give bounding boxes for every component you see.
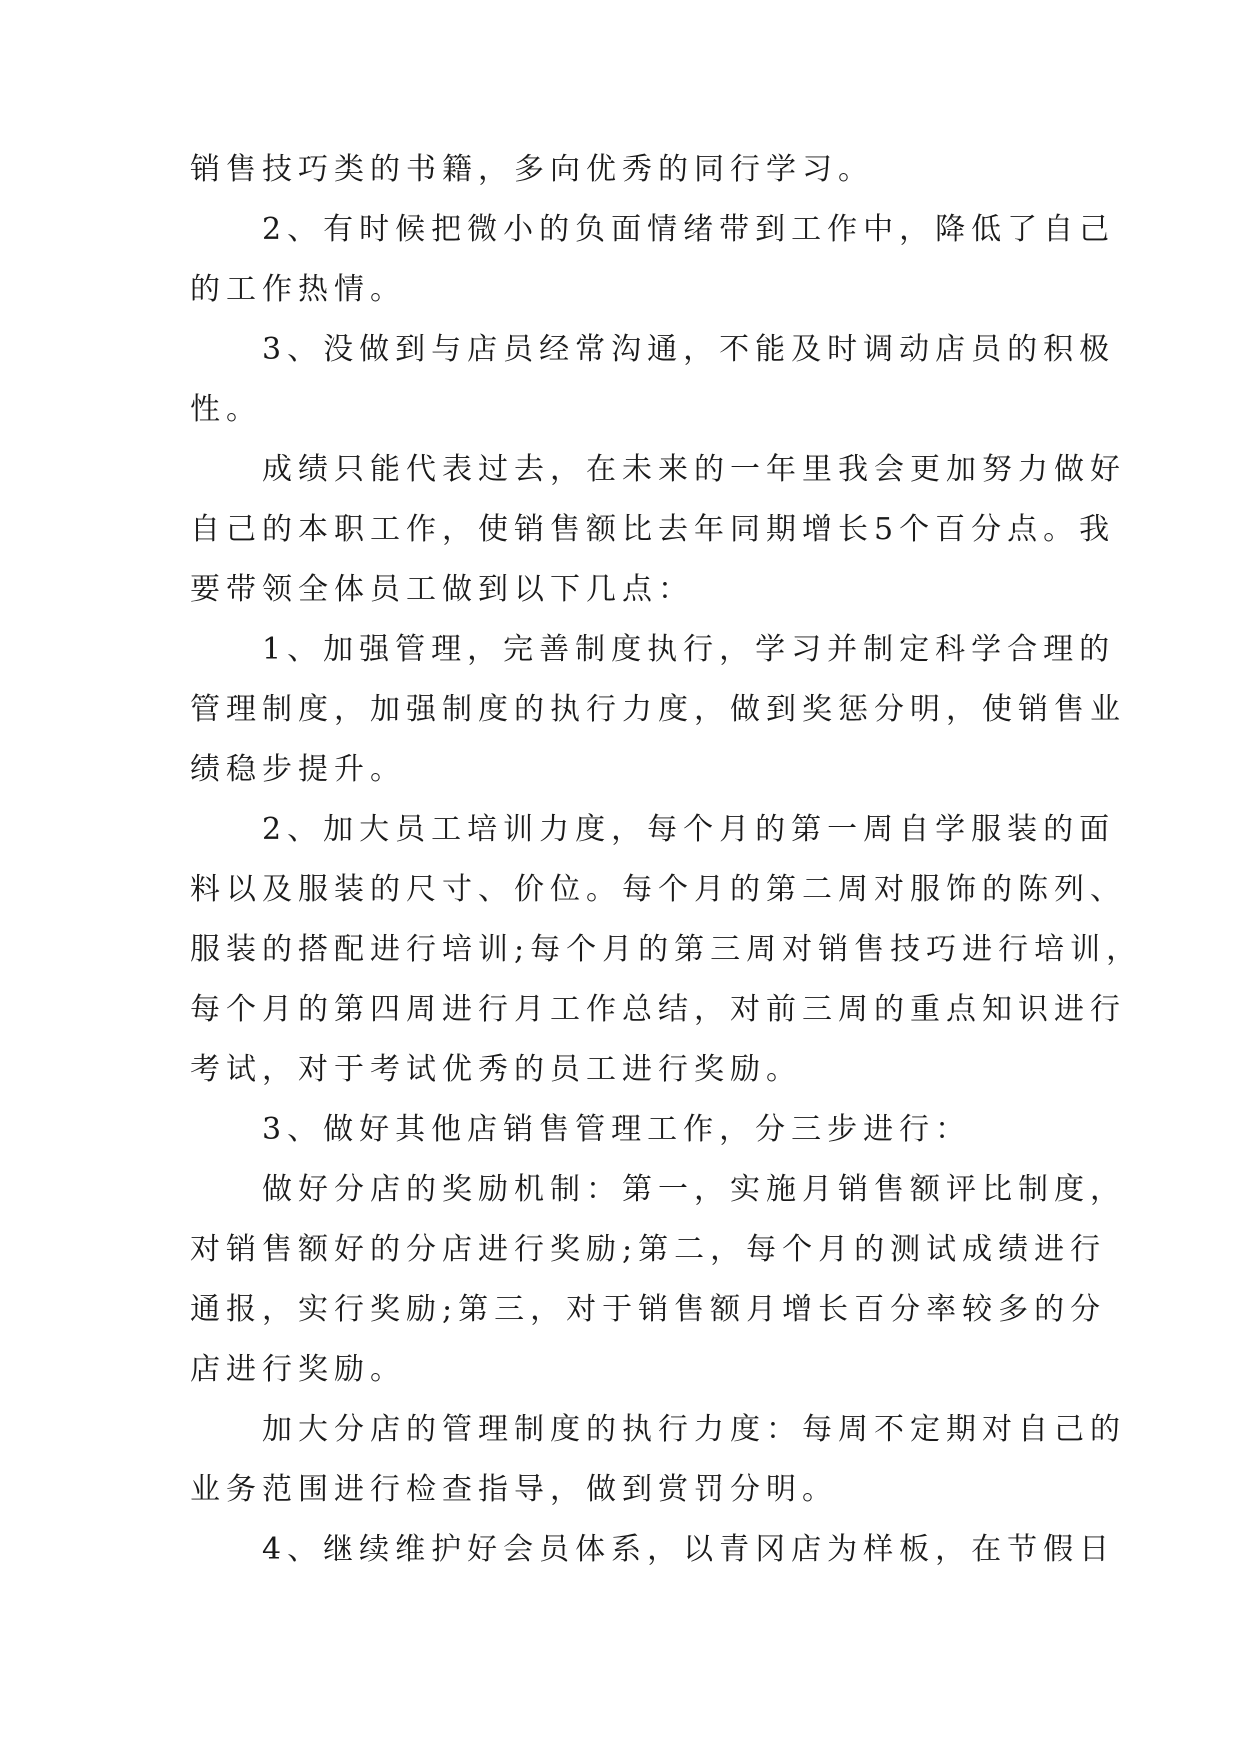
- text-line: 加大分店的管理制度的执行力度：每周不定期对自己的: [190, 1412, 1126, 1447]
- text-line: 的工作热情。: [190, 272, 406, 307]
- text-line: 料以及服装的尺寸、价位。每个月的第二周对服饰的陈列、: [190, 872, 1126, 907]
- text-line: 店进行奖励。: [190, 1352, 406, 1387]
- text-line: 业务范围进行检查指导，做到赏罚分明。: [190, 1472, 838, 1507]
- text-line: 做好分店的奖励机制：第一，实施月销售额评比制度，: [190, 1172, 1126, 1207]
- text-line: 2、有时候把微小的负面情绪带到工作中，降低了自己: [190, 212, 1116, 247]
- text-line: 自己的本职工作，使销售额比去年同期增长5个百分点。我: [190, 512, 1116, 547]
- text-line: 要带领全体员工做到以下几点：: [190, 572, 694, 607]
- text-line: 绩稳步提升。: [190, 752, 406, 787]
- text-line: 成绩只能代表过去，在未来的一年里我会更加努力做好: [190, 452, 1126, 487]
- text-line: 每个月的第四周进行月工作总结，对前三周的重点知识进行: [190, 992, 1126, 1027]
- text-line: 考试，对于考试优秀的员工进行奖励。: [190, 1052, 802, 1087]
- text-line: 1、加强管理，完善制度执行，学习并制定科学合理的: [190, 632, 1116, 667]
- text-line: 4、继续维护好会员体系，以青冈店为样板，在节假日: [190, 1532, 1116, 1567]
- text-line: 对销售额好的分店进行奖励;第二，每个月的测试成绩进行: [190, 1232, 1107, 1267]
- text-line: 销售技巧类的书籍，多向优秀的同行学习。: [190, 152, 874, 187]
- text-line: 管理制度，加强制度的执行力度，做到奖惩分明，使销售业: [190, 692, 1126, 727]
- text-line: 3、做好其他店销售管理工作，分三步进行：: [190, 1112, 972, 1147]
- text-line: 性。: [190, 392, 262, 427]
- text-line: 通报，实行奖励;第三，对于销售额月增长百分率较多的分: [190, 1292, 1107, 1327]
- text-line: 3、没做到与店员经常沟通，不能及时调动店员的积极: [190, 332, 1116, 367]
- text-line: 服装的搭配进行培训;每个月的第三周对销售技巧进行培训，: [190, 932, 1143, 967]
- text-line: 2、加大员工培训力度，每个月的第一周自学服装的面: [190, 812, 1116, 847]
